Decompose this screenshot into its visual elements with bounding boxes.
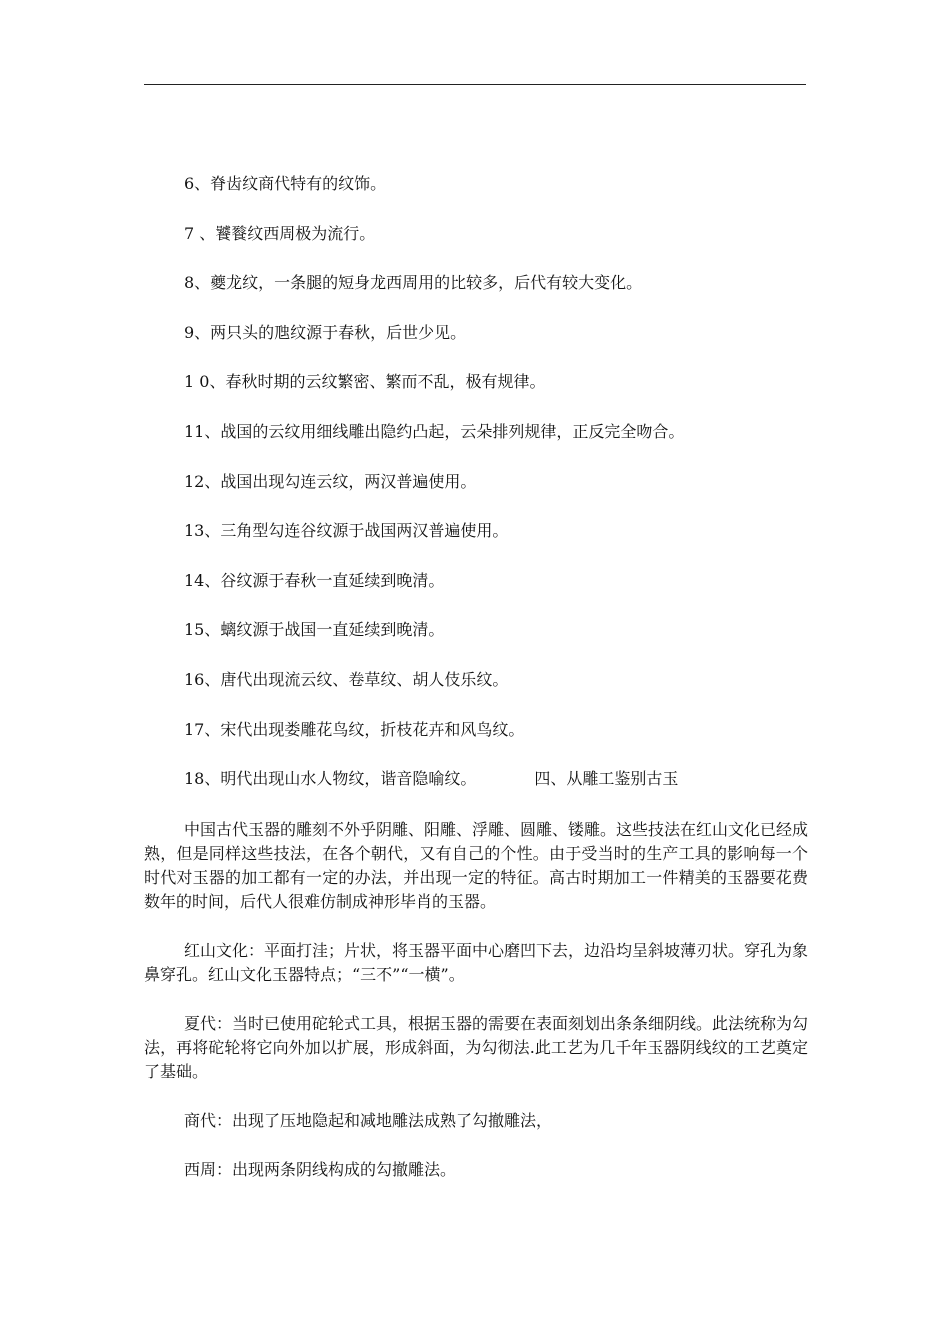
paragraph-western-zhou: 西周：出现两条阴线构成的勾撤雕法。 [184,1160,457,1179]
list-item [184,370,804,394]
header-rule [144,84,806,85]
list-item-text: 11、战国的云纹用细线雕出隐约凸起，云朵排列规律，正反完全吻合。 [184,421,685,441]
list-item [184,569,804,593]
list-item-text: 16、唐代出现流云纹、卷草纹、胡人伎乐纹。 [184,669,509,689]
list-item-text: 1 0、春秋时期的云纹繁密、繁而不乱，极有规律。 [184,372,546,392]
list-item-text: 15、螭纹源于战国一直延续到晚清。 [184,620,445,640]
list-item [184,718,804,742]
paragraph-intro: 中国古代玉器的雕刻不外乎阴雕、阳雕、浮雕、圆雕、镂雕。这些技法在红山文化已经成熟，但是同样这些技法，在各个朝代，又有自己的个性。由于受当时的生产工具的影响每一个时代对玉器的加工都有一定的办法，并出现一定的特征。高古时期加工一件精美的玉器要花费数年的时间，后代人很难仿制成神形毕肖的玉器。 [144,820,809,911]
list-item-text: 18、明代出现山水人物纹，谐音隐喻纹。 [184,769,477,789]
section-heading: 四、从雕工鉴别古玉 [534,769,679,789]
list-item-text: 6、脊齿纹商代特有的纹饰。 [184,174,387,193]
list-item-text: 17、宋代出现娄雕花鸟纹，折枝花卉和风鸟纹。 [184,719,525,739]
list-item-text: 8、夔龙纹，一条腿的短身龙西周用的比较多，后代有较大变化。 [184,273,643,293]
list-item [184,321,804,345]
list-item [184,470,804,494]
list-item [184,668,804,692]
list-item-text: 9、两只头的虺纹源于春秋，后世少见。 [184,322,467,342]
list-item [184,271,804,295]
list-item [184,172,804,196]
list-item-text: 13、三角型勾连谷纹源于战国两汉普遍使用。 [184,521,509,541]
list-item [184,420,804,444]
paragraph-xia: 夏代：当时已使用砣轮式工具，根据玉器的需要在表面刻划出条条细阴线。此法统称为勾法，再将砣轮将它向外加以扩展，形成斜面，为勾彻法.此工艺为几千年玉器阴线纹的工艺奠定了基础。 [144,1014,809,1081]
list-item-text: 14、谷纹源于春秋一直延续到晚清。 [184,570,445,590]
paragraph-hongshan: 红山文化：平面打洼；片状，将玉器平面中心磨凹下去，边沿均呈斜坡薄刃状。穿孔为象鼻穿孔。红山文化玉器特点；“三不”“一横”。 [144,941,809,984]
list-item [184,519,804,543]
list-item [184,618,804,642]
list-item [184,767,804,791]
list-item [184,222,804,246]
list-item-text: 7 、饕餮纹西周极为流行。 [184,223,376,243]
paragraph-shang: 商代：出现了压地隐起和减地雕法成熟了勾撤雕法， [184,1111,553,1130]
ornament-list [184,172,804,817]
list-item-text: 12、战国出现勾连云纹，两汉普遍使用。 [184,471,477,491]
body-paragraphs [144,818,808,1207]
